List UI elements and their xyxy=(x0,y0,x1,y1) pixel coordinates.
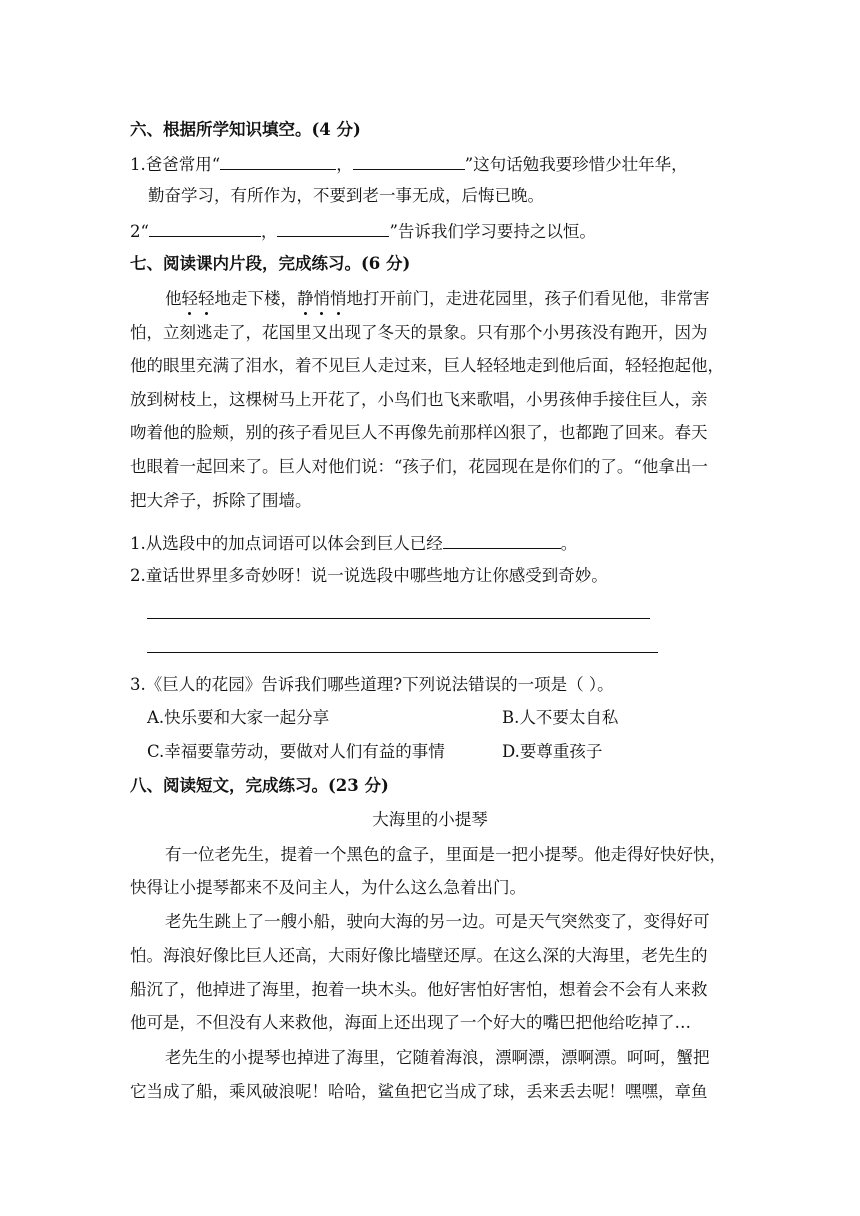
answer-line-1[interactable] xyxy=(147,618,650,619)
story-p3-line-1: 老先生的小提琴也掉进了海里，它随着海浪，漂啊漂，漂啊漂。呵呵，蟹把 xyxy=(165,1048,710,1067)
passage-line-4: 放到树枝上，这棵树马上开花了，小鸟们也飞来歌唱，小男孩伸手接住巨人，亲 xyxy=(130,390,708,409)
section7-q1-suffix: 。 xyxy=(560,534,578,553)
section7-q3: 3.《巨人的花园》告诉我们哪些道理?下列说法错误的一项是（ ）。 xyxy=(130,675,614,694)
dotted-char: 悄 xyxy=(330,287,347,311)
answer-line-2[interactable] xyxy=(147,652,658,653)
section6-q2 xyxy=(130,218,596,244)
section6-q1-prefix: 1.爸爸常用“ xyxy=(130,155,221,174)
passage-text: 地打开前门，走进花园里，孩子们看见他，非常害 xyxy=(346,289,710,308)
answer-blank-1[interactable] xyxy=(220,151,336,170)
story-p1-line-2: 快得让小提琴都来不及问主人，为什么这么急着出门。 xyxy=(130,878,526,897)
story-p1-line-1: 有一位老先生，提着一个黑色的盒子，里面是一把小提琴。他走得好快好快， xyxy=(165,845,726,864)
option-a[interactable]: A.快乐要和大家一起分享 xyxy=(147,708,330,727)
passage-line-1 xyxy=(165,287,710,311)
section7-q2: 2.童话世界里多奇妙呀！说一说选段中哪些地方让你感受到奇妙。 xyxy=(130,566,608,585)
passage-text: 地走下楼， xyxy=(214,289,297,308)
section6-q1-comma: ， xyxy=(336,155,353,174)
passage-text: 他 xyxy=(165,289,182,308)
section6-q1 xyxy=(130,151,688,177)
answer-blank-5[interactable] xyxy=(443,530,561,549)
section6-q1-suffix: ”这句话勉我要珍惜少壮年华， xyxy=(464,155,688,174)
story-p2-line-4: 他可是，不但没有人来救他，海面上还出现了一个好大的嘴巴把他给吃掉了… xyxy=(130,1013,691,1032)
section6-q2-prefix: 2“ xyxy=(130,222,149,241)
passage-line-2: 怕，立刻逃走了，花国里又出现了冬天的景象。只有那个小男孩没有跑开，因为 xyxy=(130,323,708,342)
passage-line-7: 把大斧子，拆除了围墙。 xyxy=(130,491,312,510)
story-p2-line-1: 老先生跳上了一艘小船，驶向大海的另一边。可是天气突然变了，变得好可 xyxy=(165,912,710,931)
passage-title: 大海里的小提琴 xyxy=(372,810,488,829)
story-p2-line-2: 怕。海浪好像比巨人还高，大雨好像比墙壁还厚。在这么深的大海里，老先生的 xyxy=(130,946,708,965)
section6-q1-line2: 勤奋学习，有所作为，不要到老一事无成，后悔已晚。 xyxy=(148,186,544,205)
answer-blank-3[interactable] xyxy=(149,218,261,237)
section6-heading: 六、根据所学知识填空。(4 分) xyxy=(130,120,361,139)
section7-heading: 七、阅读课内片段，完成练习。(6 分) xyxy=(130,254,411,273)
dotted-char: 悄 xyxy=(314,287,331,311)
passage-line-5: 吻着他的脸颊，别的孩子看见巨人不再像先前那样凶狠了，也都跑了回来。春天 xyxy=(130,423,708,442)
section6-q2-comma: ， xyxy=(260,222,278,241)
option-d[interactable]: D.要尊重孩子 xyxy=(502,742,603,761)
answer-blank-2[interactable] xyxy=(353,151,465,170)
section7-q1-prefix: 1.从选段中的加点词语可以体会到巨人已经 xyxy=(130,534,443,553)
section7-q1 xyxy=(130,530,577,556)
passage-line-6: 也眼着一起回来了。巨人对他们说：“孩子们，花园现在是你们的了。“他拿出一 xyxy=(130,457,708,476)
passage-line-3: 他的眼里充满了泪水，着不见巨人走过来，巨人轻轻地走到他后面，轻轻抱起他， xyxy=(130,356,724,375)
option-b[interactable]: B.人不要太自私 xyxy=(502,708,619,727)
story-p3-line-2: 它当成了船，乘风破浪呢！哈哈，鲨鱼把它当成了球，丢来丢去呢！嘿嘿，章鱼 xyxy=(130,1082,708,1101)
section8-heading: 八、阅读短文，完成练习。(23 分) xyxy=(130,776,389,795)
dotted-char: 轻 xyxy=(182,287,199,311)
section6-q2-suffix: ”告诉我们学习要持之以恒。 xyxy=(389,222,596,241)
dotted-char: 静 xyxy=(297,287,314,311)
dotted-char: 轻 xyxy=(198,287,215,311)
answer-blank-4[interactable] xyxy=(277,218,389,237)
option-c[interactable]: C.幸福要靠劳动，要做对人们有益的事情 xyxy=(147,742,445,761)
story-p2-line-3: 船沉了，他掉进了海里，抱着一块木头。他好害怕好害怕，想着会不会有人来救 xyxy=(130,980,708,999)
